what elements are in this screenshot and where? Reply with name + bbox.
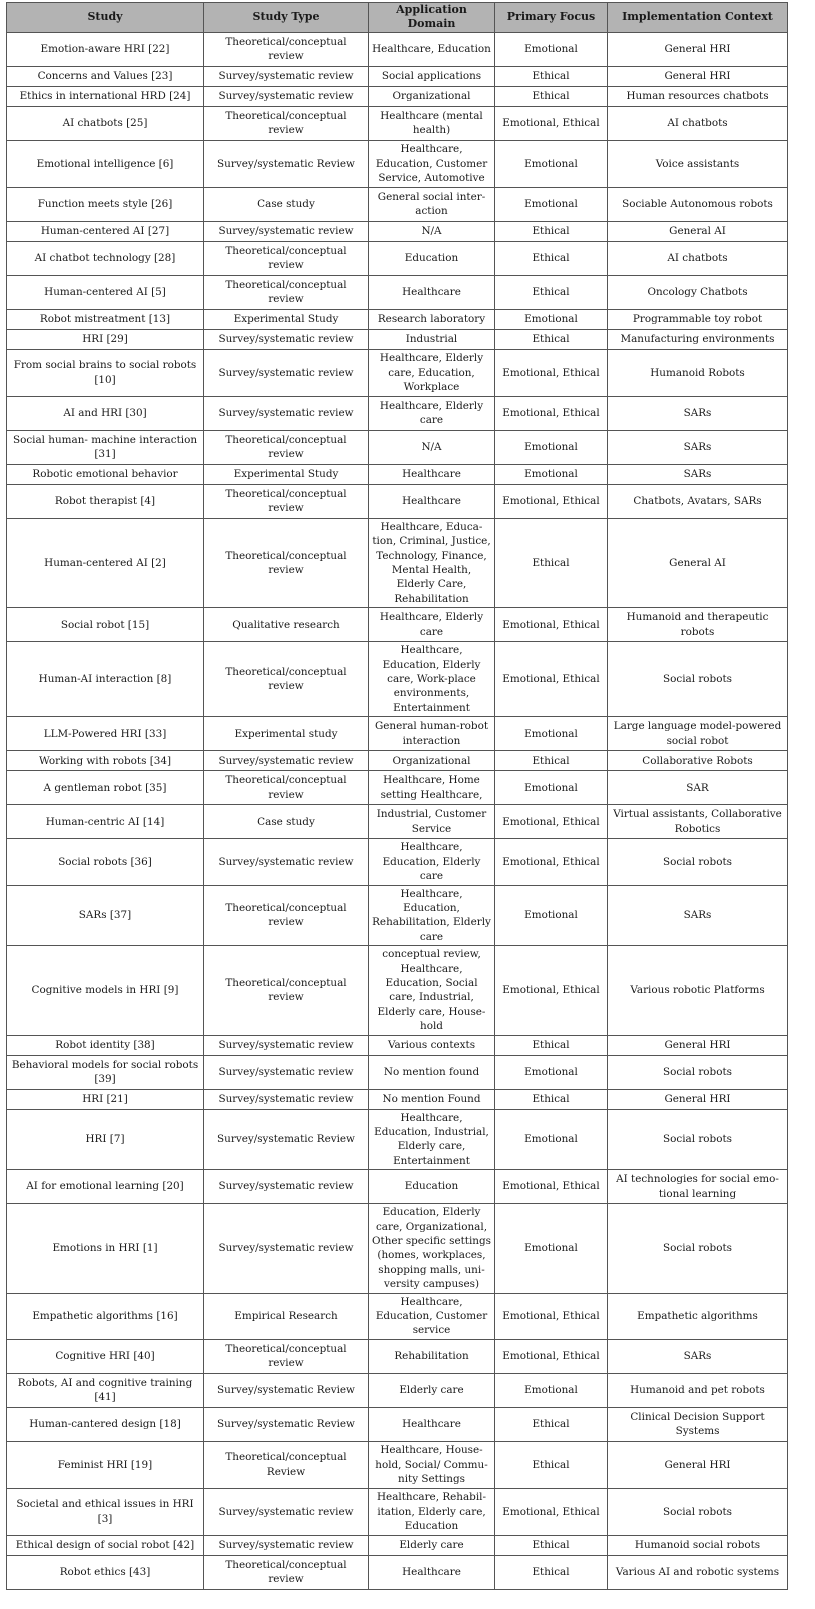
- cell-primary-focus: Emotional, Ethical: [495, 106, 608, 140]
- table-row: [7, 1339, 788, 1373]
- cell-implementation-context: General HRI: [608, 1089, 788, 1109]
- cell-primary-focus: Emotional: [495, 717, 608, 751]
- cell-primary-focus: Emotional, Ethical: [495, 642, 608, 717]
- cell-implementation-context: Virtual assistants, Collaborative Robotics: [608, 805, 788, 839]
- cell-application-domain: Education: [369, 241, 495, 275]
- cell-application-domain: Healthcare, Elderly care: [369, 608, 495, 642]
- cell-application-domain: Healthcare: [369, 1555, 495, 1589]
- cell-primary-focus: Ethical: [495, 1535, 608, 1555]
- cell-study-type: Survey/systematic Review: [204, 1373, 369, 1407]
- cell-study: LLM-Powered HRI [33]: [7, 717, 204, 751]
- cell-study-type: Theoretical/conceptual review: [204, 241, 369, 275]
- header-row: [7, 3, 788, 33]
- cell-implementation-context: General HRI: [608, 1441, 788, 1488]
- cell-application-domain: Education: [369, 1170, 495, 1204]
- cell-study-type: Survey/systematic review: [204, 751, 369, 771]
- table-row: [7, 885, 788, 946]
- cell-application-domain: Healthcare, Education, Industrial, Elderly care, Entertainment: [369, 1109, 495, 1170]
- cell-study-type: Survey/systematic review: [204, 66, 369, 86]
- cell-primary-focus: Emotional, Ethical: [495, 396, 608, 430]
- cell-implementation-context: General AI: [608, 518, 788, 607]
- table-row: [7, 1373, 788, 1407]
- table-row: [7, 275, 788, 309]
- cell-study-type: Theoretical/conceptual review: [204, 1555, 369, 1589]
- table-row: [7, 1055, 788, 1089]
- cell-primary-focus: Emotional: [495, 1373, 608, 1407]
- cell-primary-focus: Emotional, Ethical: [495, 946, 608, 1035]
- cell-study: Human-centered AI [2]: [7, 518, 204, 607]
- cell-study: Function meets style [26]: [7, 187, 204, 221]
- cell-application-domain: Industrial, Customer Service: [369, 805, 495, 839]
- cell-implementation-context: Social robots: [608, 1109, 788, 1170]
- cell-study-type: Theoretical/conceptual review: [204, 484, 369, 518]
- table-row: [7, 839, 788, 885]
- cell-implementation-context: General AI: [608, 221, 788, 241]
- table-row: [7, 1555, 788, 1589]
- table-row: [7, 1170, 788, 1204]
- cell-application-domain: Healthcare, Education, Customer service: [369, 1293, 495, 1339]
- cell-study-type: Empirical Research: [204, 1293, 369, 1339]
- cell-application-domain: Elderly care: [369, 1535, 495, 1555]
- cell-implementation-context: Various AI and robotic systems: [608, 1555, 788, 1589]
- table-row: [7, 464, 788, 484]
- cell-implementation-context: Various robotic Platforms: [608, 946, 788, 1035]
- cell-application-domain: Healthcare, Education, Rehabilitation, Elderly care: [369, 885, 495, 946]
- cell-application-domain: Healthcare, Education, Customer Service, Automotive: [369, 140, 495, 187]
- cell-study-type: Survey/systematic review: [204, 221, 369, 241]
- cell-study: A gentleman robot [35]: [7, 771, 204, 805]
- cell-implementation-context: Programmable toy robot: [608, 309, 788, 329]
- cell-study: From social brains to social robots [10]: [7, 349, 204, 396]
- cell-study: SARs [37]: [7, 885, 204, 946]
- table-row: [7, 1109, 788, 1170]
- cell-study: Human-centered AI [5]: [7, 275, 204, 309]
- cell-application-domain: Healthcare, Education, Elderly care: [369, 839, 495, 885]
- table-row: [7, 751, 788, 771]
- cell-implementation-context: Social robots: [608, 1055, 788, 1089]
- table-row: [7, 1407, 788, 1441]
- cell-implementation-context: General HRI: [608, 1035, 788, 1055]
- cell-application-domain: Rehabilitation: [369, 1339, 495, 1373]
- cell-implementation-context: Humanoid and pet robots: [608, 1373, 788, 1407]
- cell-study: Emotional intelligence [6]: [7, 140, 204, 187]
- cell-study: Working with robots [34]: [7, 751, 204, 771]
- cell-implementation-context: Chatbots, Avatars, SARs: [608, 484, 788, 518]
- table-row: [7, 430, 788, 464]
- cell-study: Human-centric AI [14]: [7, 805, 204, 839]
- cell-application-domain: Organizational: [369, 86, 495, 106]
- cell-primary-focus: Emotional: [495, 187, 608, 221]
- cell-primary-focus: Ethical: [495, 329, 608, 349]
- table-row: [7, 1035, 788, 1055]
- cell-implementation-context: SARs: [608, 396, 788, 430]
- table-body: [7, 32, 788, 1589]
- table-row: [7, 1204, 788, 1293]
- table-header: [7, 3, 788, 33]
- cell-study-type: Survey/systematic review: [204, 349, 369, 396]
- cell-study-type: Theoretical/conceptual review: [204, 642, 369, 717]
- cell-implementation-context: SARs: [608, 885, 788, 946]
- cell-study: Emotion-aware HRI [22]: [7, 32, 204, 66]
- cell-study: Robot mistreatment [13]: [7, 309, 204, 329]
- cell-study-type: Survey/systematic review: [204, 1535, 369, 1555]
- cell-study-type: Theoretical/conceptual review: [204, 1339, 369, 1373]
- cell-application-domain: General social inter-action: [369, 187, 495, 221]
- cell-study-type: Survey/systematic review: [204, 839, 369, 885]
- cell-primary-focus: Emotional: [495, 464, 608, 484]
- studies-table-container: [6, 2, 787, 1590]
- cell-study-type: Theoretical/conceptual review: [204, 946, 369, 1035]
- cell-implementation-context: General HRI: [608, 66, 788, 86]
- cell-study-type: Survey/systematic review: [204, 1204, 369, 1293]
- cell-study: HRI [21]: [7, 1089, 204, 1109]
- cell-implementation-context: SARs: [608, 430, 788, 464]
- cell-study: Cognitive HRI [40]: [7, 1339, 204, 1373]
- cell-application-domain: conceptual review, Healthcare, Education, Social care, Industrial, Elderly care, House-hold: [369, 946, 495, 1035]
- cell-implementation-context: SARs: [608, 464, 788, 484]
- cell-application-domain: N/A: [369, 221, 495, 241]
- cell-study-type: Survey/systematic review: [204, 1055, 369, 1089]
- cell-primary-focus: Emotional: [495, 32, 608, 66]
- cell-primary-focus: Emotional: [495, 140, 608, 187]
- cell-implementation-context: AI technologies for social emo-tional learning: [608, 1170, 788, 1204]
- cell-implementation-context: Human resources chatbots: [608, 86, 788, 106]
- cell-study: HRI [7]: [7, 1109, 204, 1170]
- cell-study-type: Theoretical/conceptual review: [204, 885, 369, 946]
- cell-study: Ethical design of social robot [42]: [7, 1535, 204, 1555]
- table-row: [7, 771, 788, 805]
- cell-study-type: Survey/systematic Review: [204, 1109, 369, 1170]
- cell-primary-focus: Emotional: [495, 885, 608, 946]
- cell-study-type: Survey/systematic Review: [204, 140, 369, 187]
- cell-study: Ethics in international HRD [24]: [7, 86, 204, 106]
- table-row: [7, 241, 788, 275]
- cell-study: Human-centered AI [27]: [7, 221, 204, 241]
- cell-study-type: Theoretical/conceptual review: [204, 106, 369, 140]
- cell-study: AI chatbot technology [28]: [7, 241, 204, 275]
- cell-primary-focus: Emotional: [495, 771, 608, 805]
- cell-application-domain: Healthcare, Elderly care, Education, Workplace: [369, 349, 495, 396]
- cell-primary-focus: Emotional, Ethical: [495, 608, 608, 642]
- header-study: Study: [7, 3, 204, 33]
- table-row: [7, 329, 788, 349]
- cell-study: AI for emotional learning [20]: [7, 1170, 204, 1204]
- cell-application-domain: Healthcare: [369, 484, 495, 518]
- cell-implementation-context: Humanoid Robots: [608, 349, 788, 396]
- cell-primary-focus: Ethical: [495, 1407, 608, 1441]
- cell-application-domain: Social applications: [369, 66, 495, 86]
- cell-implementation-context: Clinical Decision Support Systems: [608, 1407, 788, 1441]
- cell-study: Robot identity [38]: [7, 1035, 204, 1055]
- cell-primary-focus: Emotional, Ethical: [495, 1339, 608, 1373]
- header-implementation-context: Implementation Context: [608, 3, 788, 33]
- table-row: [7, 187, 788, 221]
- cell-study: Behavioral models for social robots [39]: [7, 1055, 204, 1089]
- cell-study-type: Experimental Study: [204, 309, 369, 329]
- table-row: [7, 717, 788, 751]
- cell-application-domain: Research laboratory: [369, 309, 495, 329]
- table-row: [7, 66, 788, 86]
- cell-application-domain: Healthcare: [369, 275, 495, 309]
- cell-primary-focus: Ethical: [495, 751, 608, 771]
- table-row: [7, 518, 788, 607]
- cell-study-type: Survey/systematic review: [204, 329, 369, 349]
- cell-primary-focus: Ethical: [495, 1035, 608, 1055]
- cell-study-type: Case study: [204, 187, 369, 221]
- cell-study-type: Theoretical/conceptual review: [204, 771, 369, 805]
- table-row: [7, 396, 788, 430]
- cell-application-domain: N/A: [369, 430, 495, 464]
- table-row: [7, 608, 788, 642]
- cell-application-domain: General human-robot interaction: [369, 717, 495, 751]
- cell-study-type: Experimental Study: [204, 464, 369, 484]
- cell-implementation-context: SARs: [608, 1339, 788, 1373]
- cell-implementation-context: Collaborative Robots: [608, 751, 788, 771]
- cell-implementation-context: Humanoid social robots: [608, 1535, 788, 1555]
- cell-primary-focus: Ethical: [495, 518, 608, 607]
- table-row: [7, 221, 788, 241]
- cell-implementation-context: Social robots: [608, 839, 788, 885]
- cell-primary-focus: Emotional, Ethical: [495, 484, 608, 518]
- cell-primary-focus: Emotional, Ethical: [495, 805, 608, 839]
- cell-primary-focus: Emotional: [495, 430, 608, 464]
- cell-implementation-context: Empathetic algorithms: [608, 1293, 788, 1339]
- cell-implementation-context: Oncology Chatbots: [608, 275, 788, 309]
- cell-primary-focus: Emotional, Ethical: [495, 1293, 608, 1339]
- cell-study: Robot therapist [4]: [7, 484, 204, 518]
- cell-primary-focus: Emotional: [495, 1204, 608, 1293]
- header-application-domain: Application Domain: [369, 3, 495, 33]
- cell-implementation-context: Social robots: [608, 1204, 788, 1293]
- cell-study-type: Theoretical/conceptual review: [204, 275, 369, 309]
- cell-study-type: Theoretical/conceptual Review: [204, 1441, 369, 1488]
- cell-study: Cognitive models in HRI [9]: [7, 946, 204, 1035]
- cell-application-domain: Healthcare: [369, 464, 495, 484]
- cell-application-domain: Healthcare, Elderly care: [369, 396, 495, 430]
- cell-application-domain: Organizational: [369, 751, 495, 771]
- cell-study-type: Case study: [204, 805, 369, 839]
- cell-study-type: Survey/systematic review: [204, 1089, 369, 1109]
- cell-application-domain: Healthcare: [369, 1407, 495, 1441]
- cell-primary-focus: Ethical: [495, 275, 608, 309]
- table-row: [7, 1441, 788, 1488]
- table-row: [7, 32, 788, 66]
- cell-implementation-context: Social robots: [608, 642, 788, 717]
- cell-primary-focus: Emotional: [495, 309, 608, 329]
- cell-application-domain: Elderly care: [369, 1373, 495, 1407]
- cell-implementation-context: SAR: [608, 771, 788, 805]
- cell-application-domain: Industrial: [369, 329, 495, 349]
- cell-application-domain: Healthcare, Educa-tion, Criminal, Justice, Technology, Finance, Mental Health, Elderly Care, Rehabilitation: [369, 518, 495, 607]
- table-row: [7, 349, 788, 396]
- cell-primary-focus: Ethical: [495, 241, 608, 275]
- cell-study: Human-AI interaction [8]: [7, 642, 204, 717]
- studies-table: [6, 2, 788, 1590]
- cell-study: Societal and ethical issues in HRI [3]: [7, 1488, 204, 1535]
- cell-study: AI and HRI [30]: [7, 396, 204, 430]
- cell-application-domain: Healthcare, Education, Elderly care, Work-place environments, Entertainment: [369, 642, 495, 717]
- cell-study: Human-cantered design [18]: [7, 1407, 204, 1441]
- cell-study: Feminist HRI [19]: [7, 1441, 204, 1488]
- cell-study-type: Survey/systematic Review: [204, 1407, 369, 1441]
- cell-study: Social robot [15]: [7, 608, 204, 642]
- cell-application-domain: Healthcare, Home setting Healthcare,: [369, 771, 495, 805]
- cell-study: Emotions in HRI [1]: [7, 1204, 204, 1293]
- table-row: [7, 86, 788, 106]
- cell-application-domain: No mention Found: [369, 1089, 495, 1109]
- cell-primary-focus: Emotional, Ethical: [495, 1488, 608, 1535]
- cell-study-type: Experimental study: [204, 717, 369, 751]
- table-row: [7, 1089, 788, 1109]
- cell-primary-focus: Ethical: [495, 66, 608, 86]
- table-row: [7, 805, 788, 839]
- cell-implementation-context: General HRI: [608, 32, 788, 66]
- cell-primary-focus: Emotional, Ethical: [495, 839, 608, 885]
- cell-study: Social robots [36]: [7, 839, 204, 885]
- cell-application-domain: Various contexts: [369, 1035, 495, 1055]
- cell-implementation-context: AI chatbots: [608, 106, 788, 140]
- cell-primary-focus: Ethical: [495, 1441, 608, 1488]
- cell-primary-focus: Ethical: [495, 221, 608, 241]
- cell-implementation-context: Manufacturing environments: [608, 329, 788, 349]
- cell-study-type: Theoretical/conceptual review: [204, 32, 369, 66]
- table-row: [7, 1488, 788, 1535]
- table-row: [7, 106, 788, 140]
- table-row: [7, 309, 788, 329]
- cell-application-domain: Education, Elderly care, Organizational, Other specific settings (homes, workplaces, shopping malls, uni-versity campuses): [369, 1204, 495, 1293]
- cell-study: Robotic emotional behavior: [7, 464, 204, 484]
- table-row: [7, 946, 788, 1035]
- table-row: [7, 140, 788, 187]
- cell-study: Concerns and Values [23]: [7, 66, 204, 86]
- cell-application-domain: No mention found: [369, 1055, 495, 1089]
- cell-study-type: Survey/systematic review: [204, 86, 369, 106]
- cell-study: Robots, AI and cognitive training [41]: [7, 1373, 204, 1407]
- cell-study: HRI [29]: [7, 329, 204, 349]
- cell-study-type: Survey/systematic review: [204, 1488, 369, 1535]
- cell-application-domain: Healthcare, House-hold, Social/ Commu-nity Settings: [369, 1441, 495, 1488]
- cell-study: Robot ethics [43]: [7, 1555, 204, 1589]
- cell-study-type: Theoretical/conceptual review: [204, 518, 369, 607]
- cell-study-type: Survey/systematic review: [204, 1170, 369, 1204]
- cell-study: AI chatbots [25]: [7, 106, 204, 140]
- header-study-type: Study Type: [204, 3, 369, 33]
- cell-primary-focus: Emotional: [495, 1055, 608, 1089]
- cell-implementation-context: Humanoid and therapeutic robots: [608, 608, 788, 642]
- table-row: [7, 484, 788, 518]
- cell-study-type: Survey/systematic review: [204, 1035, 369, 1055]
- cell-implementation-context: Voice assistants: [608, 140, 788, 187]
- cell-study-type: Qualitative research: [204, 608, 369, 642]
- table-row: [7, 642, 788, 717]
- cell-study: Social human- machine interaction [31]: [7, 430, 204, 464]
- table-row: [7, 1535, 788, 1555]
- cell-implementation-context: Social robots: [608, 1488, 788, 1535]
- cell-primary-focus: Emotional, Ethical: [495, 349, 608, 396]
- cell-study-type: Survey/systematic review: [204, 396, 369, 430]
- cell-primary-focus: Emotional: [495, 1109, 608, 1170]
- cell-implementation-context: AI chatbots: [608, 241, 788, 275]
- cell-implementation-context: Large language model-powered social robot: [608, 717, 788, 751]
- cell-primary-focus: Emotional, Ethical: [495, 1170, 608, 1204]
- cell-study-type: Theoretical/conceptual review: [204, 430, 369, 464]
- cell-application-domain: Healthcare (mental health): [369, 106, 495, 140]
- cell-application-domain: Healthcare, Education: [369, 32, 495, 66]
- cell-study: Empathetic algorithms [16]: [7, 1293, 204, 1339]
- cell-primary-focus: Ethical: [495, 1555, 608, 1589]
- header-primary-focus: Primary Focus: [495, 3, 608, 33]
- table-row: [7, 1293, 788, 1339]
- cell-primary-focus: Ethical: [495, 86, 608, 106]
- cell-primary-focus: Ethical: [495, 1089, 608, 1109]
- cell-implementation-context: Sociable Autonomous robots: [608, 187, 788, 221]
- cell-application-domain: Healthcare, Rehabil-itation, Elderly care, Education: [369, 1488, 495, 1535]
